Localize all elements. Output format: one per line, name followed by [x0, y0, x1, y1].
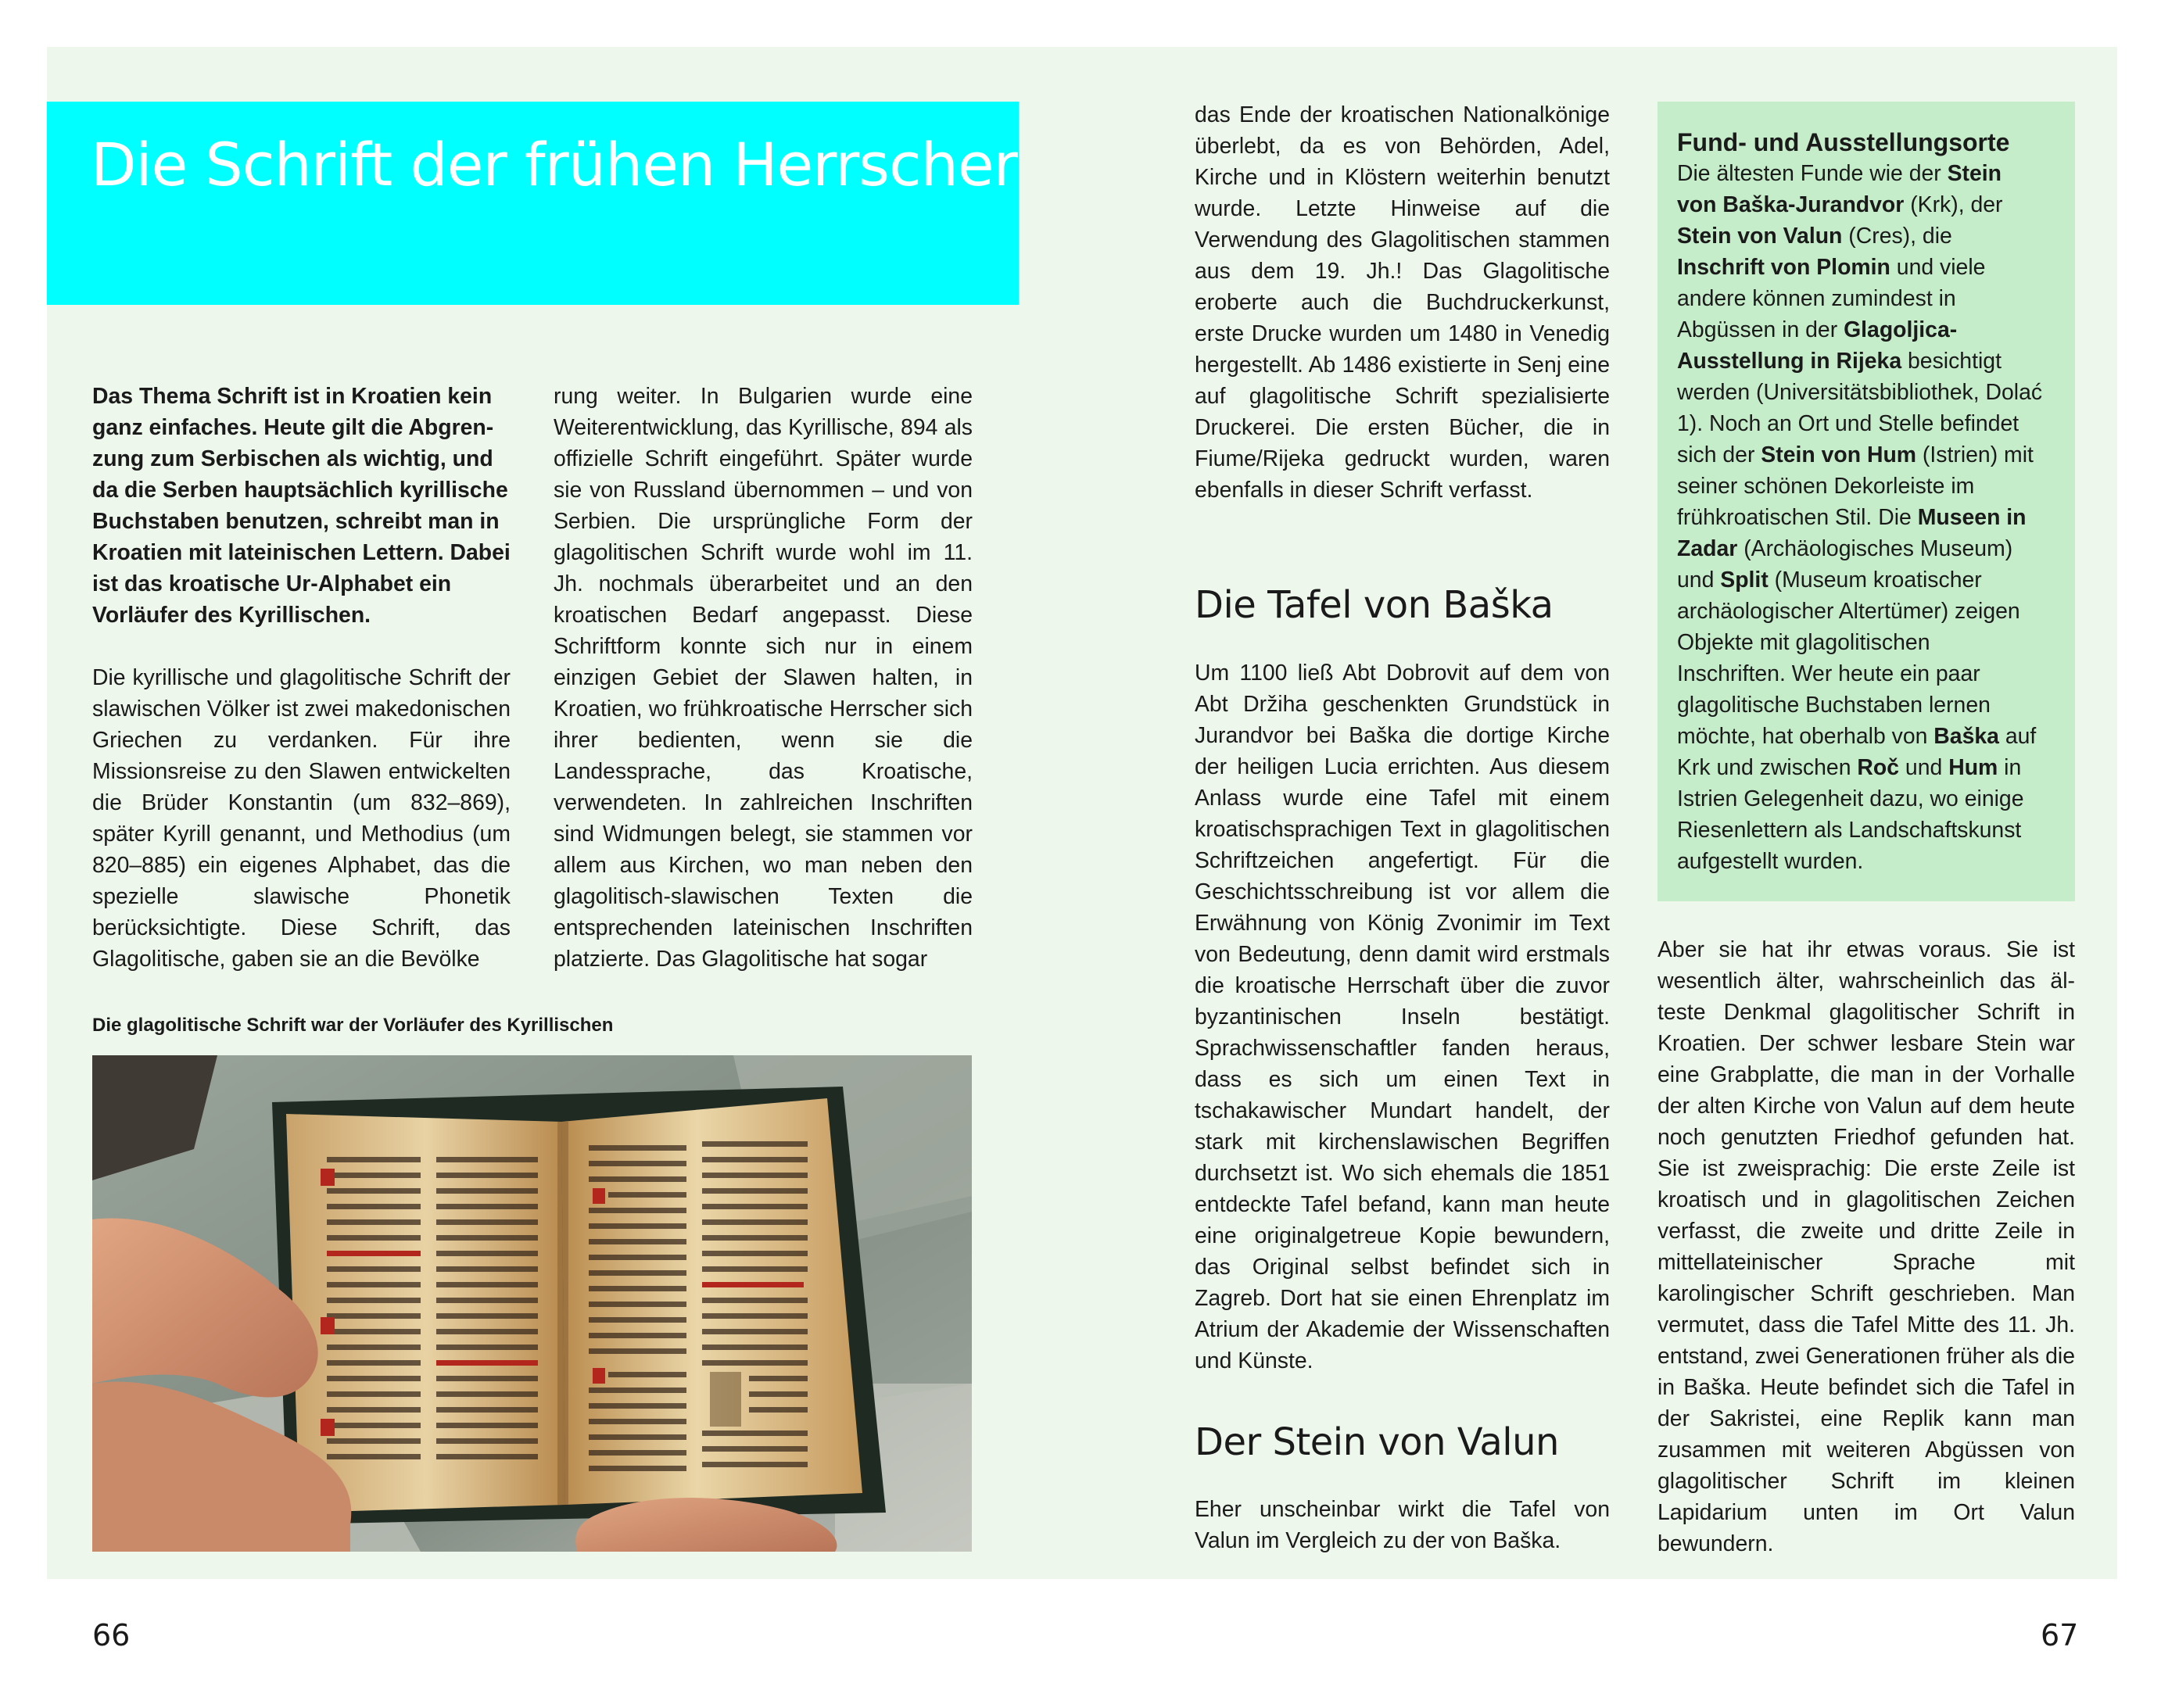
column-3-tafel	[1195, 657, 1610, 1377]
page-title: Die Schrift der frühen Herrscher	[91, 130, 1017, 199]
info-box-text: Die ältesten Funde wie der Stein von Baška-Jurandvor (Krk), der Stein von Valun (Cres), die Inschrift von Plomin und viele andere können zumindest in Abgüssen in der Glagoljica-Ausstellung in Rijeka besichtigt werden (Universitätsbibliothek, Dolać 1). Noch an Ort und Stelle befindet sich der Stein von Hum (Istrien) mit seiner schönen Dekorleiste im frühkroatischen Stil. Die Museen in Zadar (Archäologisches Museum) und Split (Museum kroatischer archäologischer Altertümer) zeigen Objekte mit glagolitischen Inschriften. Wer heute ein paar glagolitische Buchstaben lernen möchte, hat oberhalb von Baška auf Krk und zwischen Roč und Hum in Istrien Gelegenheit dazu, wo einige Riesenlettern als Landschaftskunst aufgestellt wurden.	[1677, 161, 2043, 874]
body-paragraph: Aber sie hat ihr etwas voraus. Sie ist wesentlich älter, wahrscheinlich das älteste Denkmal glagolitischer Schrift in Kroatien. Der schwer lesbare Stein war eine Grabplatte, die man in der Vorhalle der alten Kirche von Valun auf dem heute noch genutzten Friedhof gefunden hat. Sie ist zweisprachig: Die erste Zeile ist kroatisch und in glagolitischen Zeichen verfasst, die zweite und dritte Zeile in mittellateinischer Sprache mit karolingischer Schrift geschrieben. Man vermutet, dass die Tafel Mitte des 11. Jh. entstand, zwei Generationen früher als die in Baška. Heute befindet sich die Tafel in der Sakristei, eine Replik kann man zusammen mit weiteren Abgüssen von glagolitischer Schrift im kleinen Lapidarium unten im Ort Valun bewundern.	[1657, 937, 2075, 1556]
body-paragraph: rung weiter. In Bulgarien wurde eine Weiterentwicklung, das Kyrillische, 894 als offizielle Schrift eingeführt. Später wurde sie von Russland übernommen – und von Serbien. Die ursprüngliche Form der glagolitischen Schrift wurde wohl im 11. Jh. nochmals überarbeitet und an den kroatischen Bedarf angepasst. Diese Schriftform konnte sich nur in einem einzigen Gebiet der Slawen halten, in Kroatien, wo frühkroatische Herrscher sich ihrer bedienten, wenn sie die Landessprache, das Kroatische, verwendeten. In zahlreichen Inschriften sind Widmungen belegt, sie stammen vor allem aus Kirchen, wo man neben den glagolitisch-slawischen Texten die entsprechenden lateinischen Inschriften platzierte. Das Glagolitische hat sogar	[554, 384, 973, 972]
column-3-valun	[1195, 1494, 1610, 1556]
title-banner	[47, 102, 1019, 305]
body-paragraph: das Ende der kroatischen Nationalkönige überlebt, da es von Behörden, Adel, Kirche und in Klöstern weiterhin benutzt wurde. Letzte Hinweise auf die Verwendung des Glagolitischen stammen aus dem 19. Jh.! Das Glagolitische eroberte auch die Buchdruckerkunst, erste Drucke wurden um 1480 in Venedig hergestellt. Ab 1486 existierte in Senj eine auf glagolitische Schrift spezialisierte Druckerei. Die ersten Bücher, die in Fiume/Rijeka gedruckt wurden, waren ebenfalls in dieser Schrift verfasst.	[1195, 102, 1610, 503]
intro-paragraph: Das Thema Schrift ist in Kroatien kein ganz einfaches. Heute gilt die Abgrenzung zum Serbischen als wichtig, und da die Serben hauptsächlich kyrillische Buchstaben benutzen, schreibt man in Kroatien mit lateinischen Lettern. Dabei ist das kroatische Ur-Alphabet ein Vorläufer des Kyrillischen.	[92, 384, 511, 628]
info-box	[1657, 102, 2075, 901]
column-3-top	[1195, 99, 1610, 506]
column-1	[92, 381, 511, 975]
photo-caption: Die glagolitische Schrift war der Vorläufer des Kyrillischen	[92, 1015, 614, 1036]
heading-tafel-von-baska: Die Tafel von Baška	[1195, 583, 1554, 627]
body-paragraph: Die kyrillische und glagolitische Schrift der slawischen Völker ist zwei makedonischen Griechen zu verdanken. Für ihre Missionsreise zu den Slawen entwickelten die Brüder Konstantin (um 832–869), später Kyrill genannt, und Methodius (um 820–885) ein eigenes Alphabet, das die spezielle slawische Phonetik berücksichtigte. Diese Schrift, das Glagolitische, gaben sie an die Bevölke	[92, 665, 511, 972]
body-paragraph: Eher unscheinbar wirkt die Tafel von Valun im Vergleich zu der von Baška.	[1195, 1497, 1610, 1553]
info-box-content	[1677, 127, 2045, 877]
manuscript-photo	[92, 1055, 972, 1552]
illumination	[710, 1372, 741, 1427]
column-2	[554, 381, 973, 975]
column-4	[1657, 934, 2075, 1559]
body-paragraph: Um 1100 ließ Abt Dobrovit auf dem von Abt Držiha geschenkten Grundstück in Jurandvor bei Baška die dortige Kirche der heiligen Lucia errichten. Aus diesem Anlass wurde eine Tafel mit einem kroatischsprachigen Text in glagolitischen Schriftzeichen angefertigt. Für die Geschichtsschreibung ist vor allem die Erwähnung von König Zvonimir im Text von Bedeutung, denn damit wird erstmals die kroatische Herrschaft über die zuvor byzantinischen Inseln bestätigt. Sprachwissenschaftler fanden heraus, dass es sich um einen Text in tschakawischer Mundart handelt, der stark mit kirchenslawischen Begriffen durchsetzt ist. Wo sich ehemals die 1851 entdeckte Tafel befand, kann man heute eine originalgetreue Kopie bewundern, das Original selbst befindet sich in Zagreb. Dort hat sie einen Ehrenplatz im Atrium der Akademie der Wissenschaften und Künste.	[1195, 661, 1610, 1373]
book-illustration	[92, 1055, 972, 1552]
info-box-heading: Fund- und Ausstellungsorte	[1677, 128, 2010, 156]
page-number-left: 66	[92, 1618, 131, 1652]
page-number-right: 67	[2041, 1618, 2079, 1652]
heading-stein-von-valun: Der Stein von Valun	[1195, 1420, 1559, 1464]
